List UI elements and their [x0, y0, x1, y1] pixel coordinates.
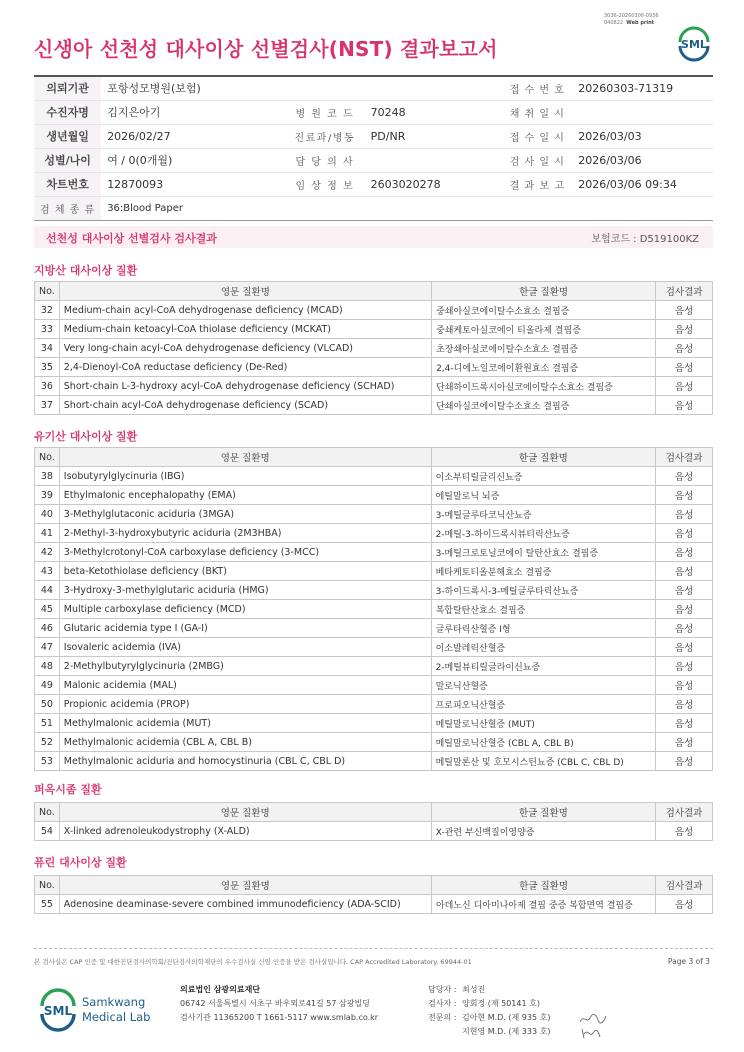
info-label: 성별/나이 — [34, 148, 101, 172]
document-code-number: 040822 — [604, 20, 624, 26]
header-korean-name: 한글 질환명 — [431, 876, 655, 895]
samkwang-logo-line1: Samkwang — [82, 995, 146, 1009]
samkwang-logo-icon — [38, 988, 150, 1032]
row-number: 36 — [35, 377, 60, 396]
test-result: 음성 — [656, 619, 713, 638]
korean-disease-name: 초장쇄아실코에이탈수소효소 결핍증 — [432, 339, 656, 358]
info-value: 2026/03/03 — [572, 124, 713, 148]
info-row — [34, 172, 713, 196]
table-header-row — [35, 876, 713, 895]
table-row — [35, 339, 713, 358]
test-result: 음성 — [656, 562, 713, 581]
info-value: 여 / 0(0개월) — [101, 148, 285, 172]
korean-disease-name: 글루타릭산혈증 I형 — [431, 619, 656, 638]
staff-row — [428, 997, 550, 1011]
disease-table — [34, 875, 713, 914]
korean-disease-name: 아데노신 디아미나아제 결핍 중증 복합면역 결핍증 — [431, 895, 655, 914]
info-label — [285, 76, 365, 100]
english-disease-name: Very long-chain acyl-CoA dehydrogenase deficiency (VLCAD) — [59, 339, 431, 358]
header-english-name: 영문 질환명 — [59, 282, 431, 301]
english-disease-name: Methylmalonic acidemia (CBL A, CBL B) — [59, 733, 431, 752]
test-result: 음성 — [656, 301, 713, 320]
english-disease-name: Medium-chain ketoacyl-CoA thiolase deficiency (MCKAT) — [59, 320, 431, 339]
page-number: Page 3 of 3 — [667, 957, 710, 966]
table-row — [35, 358, 713, 377]
report-title: 신생아 선천성 대사이상 선별검사(NST) 결과보고서 — [34, 37, 498, 61]
row-number: 38 — [35, 467, 60, 486]
info-value: 2026/02/27 — [101, 124, 285, 148]
english-disease-name: Short-chain L-3-hydroxy acyl-CoA dehydrogenase deficiency (SCHAD) — [59, 377, 431, 396]
korean-disease-name: 중쇄아실코에이탈수소효소 결핍증 — [432, 301, 656, 320]
document-code — [604, 13, 659, 27]
english-disease-name: 2,4-Dienoyl-CoA reductase deficiency (De-Red) — [59, 358, 431, 377]
info-value: 2026/03/06 — [572, 148, 713, 172]
table-row — [35, 301, 713, 320]
info-label: 의뢰기관 — [34, 76, 101, 100]
staff-row — [428, 1025, 550, 1039]
table-header-row — [35, 282, 713, 301]
info-label: 접 수 번 호 — [502, 76, 572, 100]
header-result: 검사결과 — [656, 876, 713, 895]
info-label: 수진자명 — [34, 100, 101, 124]
header-english-name: 영문 질환명 — [59, 803, 431, 822]
english-disease-name: Malonic acidemia (MAL) — [59, 676, 431, 695]
row-number: 37 — [35, 396, 60, 415]
section-title: 지방산 대사이상 질환 — [34, 264, 138, 277]
korean-disease-name: 중쇄케토아실코에이 티올라제 결핍증 — [432, 320, 656, 339]
info-value: 2603020278 — [365, 172, 503, 196]
korean-disease-name: X-관련 부신백질이영양증 — [431, 822, 655, 841]
english-disease-name: Ethylmalonic encephalopathy (EMA) — [59, 486, 431, 505]
info-label: 병 원 코 드 — [285, 100, 365, 124]
sml-logo-text: SML — [681, 38, 707, 51]
row-number: 54 — [35, 822, 60, 841]
english-disease-name: 3-Methylcrotonyl-CoA carboxylase deficiency (3-MCC) — [59, 543, 431, 562]
section-title: 퍼옥시좀 질환 — [34, 783, 102, 796]
info-value — [365, 76, 503, 100]
info-label: 임 상 정 보 — [285, 172, 365, 196]
staff-list — [428, 983, 550, 1039]
row-number: 47 — [35, 638, 60, 657]
table-row — [35, 562, 713, 581]
signature-icon — [578, 1012, 608, 1026]
test-result: 음성 — [656, 695, 713, 714]
row-number: 33 — [35, 320, 60, 339]
table-row — [35, 467, 713, 486]
info-value: 20260303-71319 — [572, 76, 713, 100]
info-row — [34, 76, 713, 100]
english-disease-name: 3-Methylglutaconic aciduria (3MGA) — [59, 505, 431, 524]
korean-disease-name: 복합탈탄산효소 결핍증 — [431, 600, 656, 619]
staff-row — [428, 983, 550, 997]
organization-name: 의료법인 삼광의료재단 — [180, 985, 261, 994]
row-number: 42 — [35, 543, 60, 562]
info-row — [34, 148, 713, 172]
table-row — [35, 396, 713, 415]
table-row — [35, 320, 713, 339]
staff-name: 최성진 — [462, 985, 486, 994]
header-english-name: 영문 질환명 — [59, 876, 431, 895]
info-value — [365, 148, 503, 172]
info-label: 생년월일 — [34, 124, 101, 148]
korean-disease-name: 이소부티릴글리신뇨증 — [431, 467, 656, 486]
table-row — [35, 895, 713, 914]
english-disease-name: Medium-chain acyl-CoA dehydrogenase deficiency (MCAD) — [59, 301, 431, 320]
table-row — [35, 695, 713, 714]
row-number: 39 — [35, 486, 60, 505]
test-result: 음성 — [656, 358, 713, 377]
specimen-value: 36:Blood Paper — [101, 196, 713, 220]
english-disease-name: 2-Methylbutyrylglycinuria (2MBG) — [59, 657, 431, 676]
accreditation-note: 본 검사실은 CAP 인증 및 대한진단검사의학회/진단검사의학재단의 우수검사실 신임 인증을 받은 검사실입니다. CAP Accredited Laboratory. 69944-01 — [34, 958, 472, 966]
test-result: 음성 — [656, 486, 713, 505]
table-row — [35, 543, 713, 562]
korean-disease-name: 메틸말론산 및 호모시스틴뇨증 (CBL C, CBL D) — [431, 752, 656, 771]
english-disease-name: Methylmalonic aciduria and homocystinuria (CBL C, CBL D) — [59, 752, 431, 771]
row-number: 34 — [35, 339, 60, 358]
info-value: 12870093 — [101, 172, 285, 196]
staff-row — [428, 1011, 550, 1025]
row-number: 46 — [35, 619, 60, 638]
english-disease-name: Adenosine deaminase-severe combined immunodeficiency (ADA-SCID) — [59, 895, 431, 914]
test-result: 음성 — [656, 339, 713, 358]
samkwang-logo-line2: Medical Lab — [82, 1010, 150, 1024]
korean-disease-name: 에틸말로닉 뇌증 — [431, 486, 656, 505]
test-result: 음성 — [656, 638, 713, 657]
test-result: 음성 — [656, 524, 713, 543]
table-row — [35, 822, 713, 841]
staff-name: 지현영 M.D. (제 333 호) — [462, 1027, 551, 1036]
test-result: 음성 — [656, 467, 713, 486]
english-disease-name: 3-Hydroxy-3-methylglutaric aciduria (HMG) — [59, 581, 431, 600]
info-label: 차트번호 — [34, 172, 101, 196]
samkwang-logo-sml: SML — [43, 1004, 73, 1018]
table-row — [35, 486, 713, 505]
info-value: 70248 — [365, 100, 503, 124]
info-row — [34, 124, 713, 148]
staff-name: 김아현 M.D. (제 935 호) — [462, 1013, 551, 1022]
info-label: 채 취 일 시 — [502, 100, 572, 124]
section-title: 유기산 대사이상 질환 — [34, 430, 138, 443]
sml-logo-icon — [674, 24, 714, 64]
row-number: 50 — [35, 695, 60, 714]
english-disease-name: Glutaric acidemia type I (GA-I) — [59, 619, 431, 638]
table-row — [35, 752, 713, 771]
row-number: 53 — [35, 752, 60, 771]
info-label: 검 사 일 시 — [502, 148, 572, 172]
row-number: 40 — [35, 505, 60, 524]
table-row — [35, 581, 713, 600]
header-korean-name: 한글 질환명 — [431, 803, 655, 822]
english-disease-name: beta-Ketothiolase deficiency (BKT) — [59, 562, 431, 581]
staff-label: 담당자 : — [428, 985, 457, 994]
korean-disease-name: 단쇄아실코에이탈수소효소 결핍증 — [432, 396, 656, 415]
table-row — [35, 714, 713, 733]
korean-disease-name: 2-메틸-3-하이드록시뷰티릭산뇨증 — [431, 524, 656, 543]
row-number: 43 — [35, 562, 60, 581]
korean-disease-name: 3-하이드록시-3-메틸글루타릭산뇨증 — [431, 581, 656, 600]
row-number: 52 — [35, 733, 60, 752]
test-result: 음성 — [656, 822, 713, 841]
table-header-row — [35, 803, 713, 822]
english-disease-name: Multiple carboxylase deficiency (MCD) — [59, 600, 431, 619]
row-number: 35 — [35, 358, 60, 377]
table-header-row — [35, 448, 713, 467]
info-label: 결 과 보 고 — [502, 172, 572, 196]
signature-icon — [578, 1026, 608, 1040]
table-row — [35, 619, 713, 638]
header-no: No. — [35, 803, 60, 822]
table-row — [35, 600, 713, 619]
organization-info — [180, 983, 378, 1025]
insurance-code: 보험코드 : D519100KZ — [591, 234, 699, 245]
info-value — [572, 100, 713, 124]
disease-table — [34, 281, 713, 415]
table-row — [35, 377, 713, 396]
test-result: 음성 — [656, 543, 713, 562]
test-result: 음성 — [656, 581, 713, 600]
english-disease-name: X-linked adrenoleukodystrophy (X-ALD) — [59, 822, 431, 841]
korean-disease-name: 프로피오닉산혈증 — [431, 695, 656, 714]
info-label: 진료과/병동 — [285, 124, 365, 148]
english-disease-name: Short-chain acyl-CoA dehydrogenase deficiency (SCAD) — [59, 396, 431, 415]
header-korean-name: 한글 질환명 — [431, 448, 656, 467]
result-header-title: 선천성 대사이상 선별검사 검사결과 — [46, 232, 217, 245]
test-result: 음성 — [656, 320, 713, 339]
test-result: 음성 — [656, 752, 713, 771]
disease-table — [34, 802, 713, 841]
header-result: 검사결과 — [656, 282, 713, 301]
korean-disease-name: 메틸말로닉산혈증 (CBL A, CBL B) — [431, 733, 656, 752]
english-disease-name: 2-Methyl-3-hydroxybutyric aciduria (2M3HBA) — [59, 524, 431, 543]
row-number: 48 — [35, 657, 60, 676]
info-value: 2026/03/06 09:34 — [572, 172, 713, 196]
row-number: 41 — [35, 524, 60, 543]
korean-disease-name: 말로닉산혈증 — [431, 676, 656, 695]
footer-divider — [34, 948, 713, 949]
patient-info-table — [34, 75, 713, 221]
table-row — [35, 733, 713, 752]
row-number: 32 — [35, 301, 60, 320]
test-result: 음성 — [656, 396, 713, 415]
document-code-line2 — [604, 20, 659, 27]
korean-disease-name: 베타케토티올분해효소 결핍증 — [431, 562, 656, 581]
table-row — [35, 524, 713, 543]
korean-disease-name: 2,4-디에노일코에이환원효소 결핍증 — [432, 358, 656, 377]
row-number: 49 — [35, 676, 60, 695]
staff-label: 전문의 : — [428, 1013, 457, 1022]
table-row — [35, 676, 713, 695]
korean-disease-name: 2-메틸뷰티릴글라이신뇨증 — [431, 657, 656, 676]
info-value: PD/NR — [365, 124, 503, 148]
header-no: No. — [35, 282, 60, 301]
english-disease-name: Isobutyrylglycinuria (IBG) — [59, 467, 431, 486]
header-no: No. — [35, 876, 60, 895]
korean-disease-name: 3-메틸크로토닐코에이 탈탄산효소 결핍증 — [431, 543, 656, 562]
test-result: 음성 — [656, 895, 713, 914]
header-english-name: 영문 질환명 — [59, 448, 431, 467]
header-result: 검사결과 — [656, 803, 713, 822]
info-label: 담 당 의 사 — [285, 148, 365, 172]
row-number: 45 — [35, 600, 60, 619]
specimen-label: 검 체 종 류 — [34, 196, 101, 220]
korean-disease-name: 메틸말로닉산혈증 (MUT) — [431, 714, 656, 733]
organization-address: 06742 서울특별시 서초구 바우뫼로41길 57 삼광빌딩 — [180, 999, 370, 1008]
english-disease-name: Propionic acidemia (PROP) — [59, 695, 431, 714]
english-disease-name: Methylmalonic acidemia (MUT) — [59, 714, 431, 733]
test-result: 음성 — [656, 600, 713, 619]
header-no: No. — [35, 448, 60, 467]
document-code-line1: 3036-20260306-0936 — [604, 13, 659, 19]
info-value: 김지은아기 — [101, 100, 285, 124]
table-row — [35, 657, 713, 676]
staff-name: 양회정 (제 50141 호) — [462, 999, 540, 1008]
korean-disease-name: 단쇄하이드록시아실코에이탈수소효소 결핍증 — [432, 377, 656, 396]
test-result: 음성 — [656, 676, 713, 695]
header-korean-name: 한글 질환명 — [432, 282, 656, 301]
table-row — [35, 505, 713, 524]
english-disease-name: Isovaleric acidemia (IVA) — [59, 638, 431, 657]
row-number: 44 — [35, 581, 60, 600]
info-value: 포항성모병원(보험) — [101, 76, 285, 100]
result-header-bar — [34, 226, 713, 248]
info-label: 접 수 일 시 — [502, 124, 572, 148]
test-result: 음성 — [656, 714, 713, 733]
row-number: 51 — [35, 714, 60, 733]
test-result: 음성 — [656, 505, 713, 524]
table-row — [35, 638, 713, 657]
header-result: 검사결과 — [656, 448, 713, 467]
test-result: 음성 — [656, 377, 713, 396]
korean-disease-name: 3-메틸글루타코닉산뇨증 — [431, 505, 656, 524]
specimen-row — [34, 196, 713, 220]
disease-table — [34, 447, 713, 771]
section-title: 퓨린 대사이상 질환 — [34, 856, 127, 869]
organization-contact: 검사기관 11365200 T 1661-5117 www.smlab.co.kr — [180, 1013, 379, 1022]
test-result: 음성 — [656, 733, 713, 752]
web-print-label: Web print — [626, 20, 655, 26]
korean-disease-name: 이소발레릭산혈증 — [431, 638, 656, 657]
row-number: 55 — [35, 895, 60, 914]
info-row — [34, 100, 713, 124]
staff-label: 검사자 : — [428, 999, 457, 1008]
test-result: 음성 — [656, 657, 713, 676]
